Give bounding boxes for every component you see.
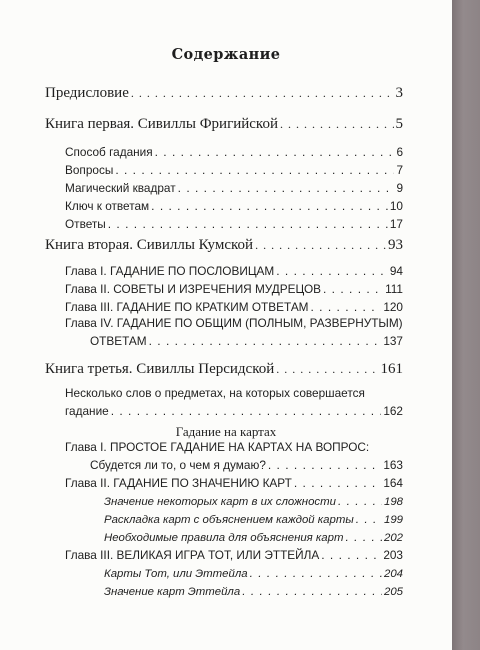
toc-entry[interactable]	[104, 494, 403, 508]
toc-entry[interactable]	[104, 566, 403, 580]
dot-leader	[338, 494, 382, 508]
toc-entry[interactable]	[65, 282, 403, 296]
entry-label: Глава III. ГАДАНИЕ ПО КРАТКИМ ОТВЕТАМ	[65, 300, 309, 314]
page-number: 3	[395, 85, 403, 101]
page-number: 94	[389, 264, 403, 278]
toc-title: Содержание	[171, 46, 281, 63]
entry-label: Книга вторая. Сивиллы Кумской	[45, 237, 254, 253]
page-number: 199	[383, 514, 403, 526]
toc-entry[interactable]	[65, 199, 403, 213]
dot-leader	[242, 584, 382, 598]
toc-entry-book3[interactable]	[45, 361, 403, 378]
entry-label: Способ гадания	[65, 145, 153, 159]
dot-leader	[268, 458, 381, 472]
entry-label: Глава II. ГАДАНИЕ ПО ЗНАЧЕНИЮ КАРТ	[65, 476, 292, 490]
dot-leader	[178, 181, 395, 195]
page-number: 161	[380, 361, 403, 377]
dot-leader	[115, 163, 394, 177]
page-number: 198	[383, 496, 403, 508]
section-heading: Гадание на картах	[175, 424, 277, 439]
entry-label: Раскладка карт с объяснением каждой карты	[104, 514, 354, 526]
dot-leader	[149, 334, 382, 348]
entry-label: Глава III. ВЕЛИКАЯ ИГРА ТОТ, ИЛИ ЭТТЕЙЛА	[65, 548, 320, 562]
entry-label-line1: Глава I. ПРОСТОЕ ГАДАНИЕ НА КАРТАХ НА ВОПРОС:	[65, 440, 370, 454]
toc-entry[interactable]	[104, 584, 403, 598]
dot-leader	[155, 145, 395, 159]
page-number: 10	[389, 199, 403, 213]
entry-label: Сбудется ли то, о чем я думаю?	[90, 458, 266, 472]
toc-entry-book2[interactable]	[45, 237, 403, 254]
page-number: 111	[385, 282, 403, 296]
toc-entry[interactable]	[65, 476, 403, 490]
entry-label: Значение карт Эттейла	[104, 586, 241, 598]
toc-entry[interactable]	[104, 512, 403, 526]
page-number: 203	[383, 548, 403, 562]
toc-entry[interactable]	[104, 530, 403, 544]
dot-leader	[323, 282, 383, 296]
entry-label: Глава I. ГАДАНИЕ ПО ПОСЛОВИЦАМ	[65, 264, 275, 278]
page-number: 9	[396, 181, 403, 195]
dot-leader	[131, 86, 394, 101]
toc-entry-book1[interactable]	[45, 116, 403, 133]
entry-label: Магический квадрат	[65, 181, 176, 195]
toc-entry[interactable]	[65, 181, 403, 195]
toc-entry[interactable]	[65, 264, 403, 278]
entry-label: Глава II. СОВЕТЫ И ИЗРЕЧЕНИЯ МУДРЕЦОВ	[65, 282, 322, 296]
entry-label: Необходимые правила для объяснения карт	[104, 532, 344, 544]
toc-entry[interactable]	[65, 404, 403, 418]
dot-leader	[111, 404, 382, 418]
page-number: 120	[383, 300, 403, 314]
page-number: 205	[383, 586, 403, 598]
entry-label: Ключ к ответам	[65, 199, 150, 213]
page-edge	[452, 0, 480, 650]
dot-leader	[276, 264, 388, 278]
page-number: 204	[383, 568, 403, 580]
dot-leader	[294, 476, 381, 490]
page-number: 162	[383, 404, 403, 418]
dot-leader	[345, 530, 382, 544]
dot-leader	[280, 117, 394, 132]
page-number: 163	[383, 458, 403, 472]
page-number: 137	[383, 334, 403, 348]
toc-entry[interactable]	[90, 334, 403, 348]
page-number: 164	[383, 476, 403, 490]
dot-leader	[250, 566, 382, 580]
entry-label: Книга третья. Сивиллы Персидской	[45, 361, 275, 377]
dot-leader	[255, 238, 386, 253]
page-number: 202	[383, 532, 403, 544]
entry-label-line1: Несколько слов о предметах, на которых совершается	[65, 386, 365, 400]
page-number: 17	[389, 217, 403, 231]
entry-label: ОТВЕТАМ	[90, 334, 147, 348]
entry-label: Значение некоторых карт в их сложности	[104, 496, 336, 508]
dot-leader	[151, 199, 388, 213]
dot-leader	[321, 548, 381, 562]
dot-leader	[311, 300, 382, 314]
toc-entry-preface[interactable]	[45, 85, 403, 102]
page-number: 5	[395, 116, 403, 132]
entry-label-line1: Глава IV. ГАДАНИЕ ПО ОБЩИМ (ПОЛНЫМ, РАЗВЕРНУТЫМ)	[65, 316, 403, 330]
dot-leader	[108, 217, 388, 231]
entry-label: гадание	[65, 404, 109, 418]
dot-leader	[356, 512, 382, 526]
toc-entry[interactable]	[65, 548, 403, 562]
page-number: 7	[396, 163, 403, 177]
entry-label: Книга первая. Сивиллы Фригийской	[45, 116, 278, 132]
toc-entry[interactable]	[65, 145, 403, 159]
toc-entry[interactable]	[65, 217, 403, 231]
entry-label: Вопросы	[65, 163, 114, 177]
toc-entry[interactable]	[65, 163, 403, 177]
page-number: 93	[388, 237, 403, 253]
toc-entry[interactable]	[65, 300, 403, 314]
entry-label: Карты Тот, или Эттейла	[104, 568, 248, 580]
toc-entry[interactable]	[90, 458, 403, 472]
entry-label: Предисловие	[45, 85, 129, 101]
entry-label: Ответы	[65, 217, 106, 231]
dot-leader	[276, 362, 378, 377]
page-number: 6	[396, 145, 403, 159]
